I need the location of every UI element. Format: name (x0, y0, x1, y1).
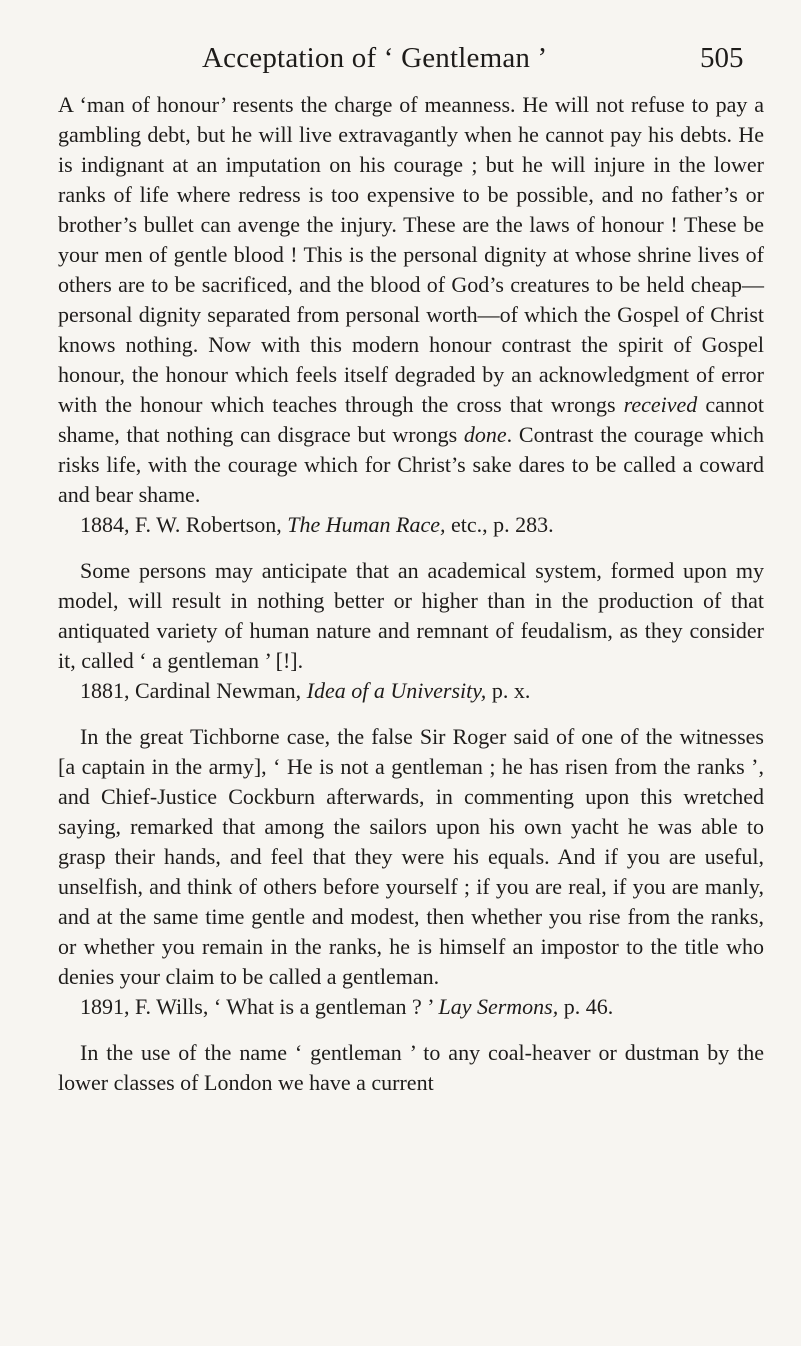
page-body (58, 90, 764, 1098)
page-number: 505 (700, 42, 744, 74)
citation-newman: 1881, Cardinal Newman, Idea of a University, p. x. (80, 678, 531, 703)
quotation-newman: Some persons may anticipate that an academical system, formed upon my model, will result in nothing better or higher than in the production of that antiquated variety of human nature and remnant of feudalism, as they consider it, called ‘ a gentleman ’ [!]. (58, 558, 764, 673)
quotation-wills: In the great Tichborne case, the false Sir Roger said of one of the witnesses [a captain in the army], ‘ He is not a gentleman ; he has risen from the ranks ’, and Chief-Justice Cockburn afterwards, in commenting upon this wretched saying, remarked that among the sailors upon his own yacht he was able to grasp their hands, and feel that they were his equals. And if you are useful, unselfish, and think of others before yourself ; if you are real, if you are manly, and at the same time gentle and modest, then whether you rise from the ranks, or whether you remain in the ranks, he is himself an impostor to the title who denies your claim to be called a gentleman. (58, 724, 764, 989)
running-head (0, 42, 801, 82)
running-title: Acceptation of ‘ Gentleman ’ (202, 42, 548, 74)
citation-wills: 1891, F. Wills, ‘ What is a gentleman ? ’ Lay Sermons, p. 46. (80, 994, 614, 1019)
quotation-robertson: A ‘man of honour’ resents the charge of meanness. He will not refuse to pay a gambling debt, but he will live extravagantly when he cannot pay his debts. He is indignant at an imputation on his courage ; but he will injure in the lower ranks of life where redress is too expensive to be possible, and no father’s or brother’s bullet can avenge the injury. These are the laws of honour ! These be your men of gentle blood ! This is the personal dignity at whose shrine lives of others are to be sacrificed, and the blood of God’s creatures to be held cheap—personal dignity separated from personal worth—of which the Gospel of Christ knows nothing. Now with this modern honour contrast the spirit of Gospel honour, the honour which feels itself degraded by an acknowledgment of error with the honour which teaches through the cross that wrongs received cannot shame, that nothing can disgrace but wrongs done. Contrast the courage which risks life, with the courage which for Christ’s sake dares to be called a coward and bear shame. (58, 92, 764, 507)
quotation-final: In the use of the name ‘ gentleman ’ to any coal-heaver or dustman by the lower classes of London we have a current (58, 1040, 764, 1095)
citation-robertson: 1884, F. W. Robertson, The Human Race, etc., p. 283. (80, 512, 554, 537)
